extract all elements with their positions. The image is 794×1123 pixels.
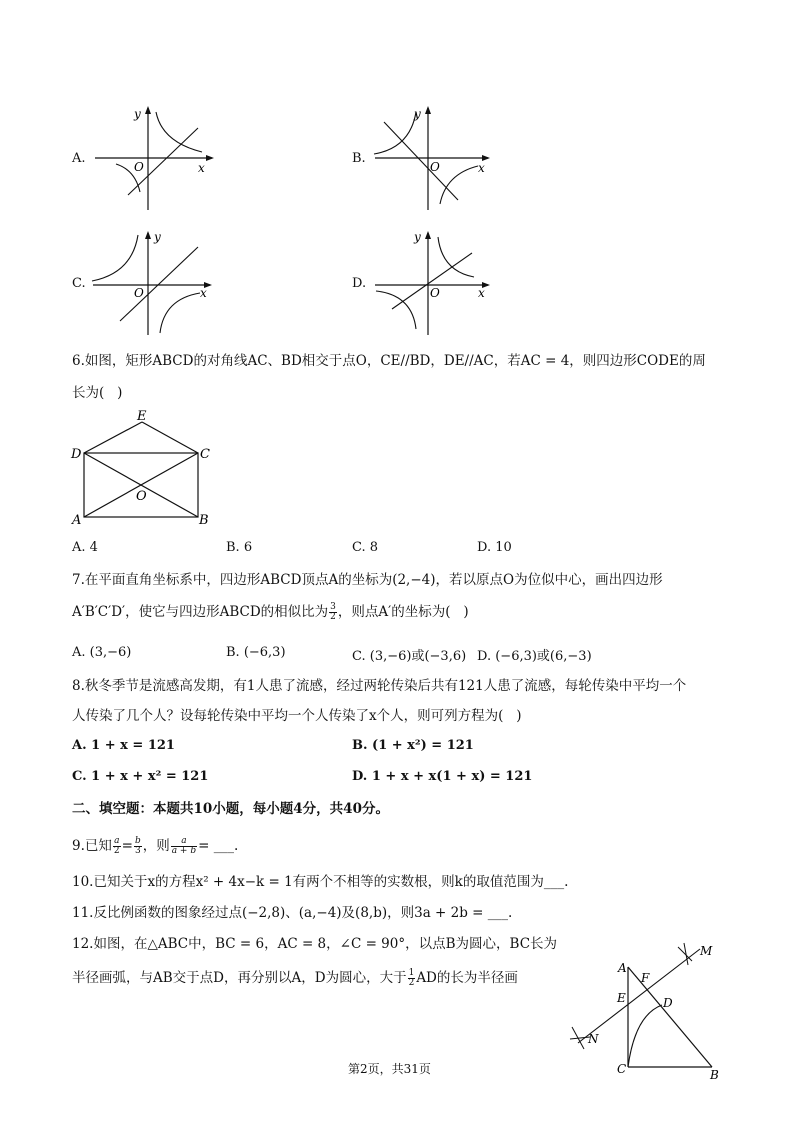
x-axis-label: x [200,286,207,300]
point-b-label: B [199,513,209,528]
q6-option-b: B. 6 [226,540,253,555]
q6-option-d: D. 10 [477,540,512,555]
q7-text-line2-b: ，则点A′的坐标为( ) [337,604,469,620]
q7-option-b: B. (−6,3) [226,645,286,660]
q6-text-line2: 长为( ) [72,385,123,401]
x-axis-label: x [478,161,485,175]
q6-text-line1: 6.如图，矩形ABCD的对角线AC、BD相交于点O，CE//BD，DE//AC，若AC = 4，则四边形CODE的周 [72,353,706,369]
q7-option-a: A. (3,−6) [72,645,132,660]
point-a-label: A [72,513,82,528]
option-d-label: D. [352,276,367,291]
point-n-label: N [588,1032,599,1046]
option-a-label: A. [72,151,86,166]
y-axis-label: y [134,107,141,121]
graph-option-b [370,100,500,215]
option-b-label: B. [352,151,366,166]
point-e-label: E [617,991,626,1005]
option-c-label: C. [72,276,86,291]
q7-option-c: C. (3,−6)或(−3,6) [352,649,467,664]
origin-label: O [134,160,144,174]
q7-text-line2-a: A′B′C′D′，使它与四边形ABCD的相似比为 [72,604,329,620]
point-o-label: O [136,489,147,504]
q8-option-b: B. (1 + x²) = 121 [352,738,474,753]
q6-option-a: A. 4 [72,540,98,555]
q8-text-line2: 人传染了几个人？设每轮传染中平均一个人传染了x个人，则可列方程为( ) [72,708,522,724]
point-f-label: F [641,971,650,985]
graph-option-d [370,225,500,340]
graph-option-a [90,100,220,215]
point-d-label: D [71,447,82,462]
q6-option-c: C. 8 [352,540,379,555]
y-axis-label: y [414,230,421,244]
q7-text-line1: 7.在平面直角坐标系中，四边形ABCD顶点A的坐标为(2,−4)，若以原点O为位似中心，画出四边形 [72,572,663,588]
q7-text-line2 [72,602,469,622]
point-c-label: C [200,447,210,462]
point-d-label: D [663,996,673,1010]
y-axis-label: y [154,230,161,244]
point-m-label: M [700,944,713,958]
origin-label: O [430,160,440,174]
point-e-label: E [137,409,147,424]
point-b-label: B [710,1068,719,1082]
origin-label: O [430,286,440,300]
q12-text-line2: 半径画弧，与AB交于点D，再分别以A，D为圆心，大于 $\frac{1}{2}$ AD的长为半径画 [72,968,518,988]
point-c-label: C [617,1062,627,1076]
q8-option-d: D. 1 + x + x(1 + x) = 121 [352,769,533,784]
q8-option-c: C. 1 + x + x² = 121 [72,769,209,784]
section-heading-fill-in: 二、填空题：本题共10小题，每小题4分，共40分。 [72,801,389,817]
y-axis-label: y [414,107,421,121]
origin-label: O [134,286,144,300]
q7-option-d: D. (−6,3)或(6,−3) [477,649,592,664]
q10-text: 10.已知关于x的方程x² + 4x−k = 1有两个不相等的实数根，则k的取值范围为___. [72,874,569,890]
q12-triangle-figure [560,935,740,1085]
q6-rectangle-figure [66,406,216,531]
x-axis-label: x [478,286,485,300]
q9-text: 9.已知 $\frac{a}{2}$ = $\frac{b}{3}$ ，则 $\frac{a}{a + b}$ = ___. [72,836,239,856]
q12-text-line1: 12.如图，在△ABC中，BC = 6，AC = 8，∠C = 90°，以点B为圆心，BC长为 [72,936,558,952]
x-axis-label: x [198,161,205,175]
graph-option-c [88,225,218,340]
page-footer: 第2页，共31页 [348,1062,431,1076]
q8-text-line1: 8.秋冬季节是流感高发期，有1人患了流感，经过两轮传染后共有121人患了流感，每轮传染中平均一个 [72,678,687,694]
q11-text: 11.反比例函数的图象经过点(−2,8)、(a,−4)及(8,b)，则3a + 2b = ___. [72,905,513,921]
point-a-label: A [618,961,627,975]
ratio-fraction: $\frac{3}{2}$ [330,602,336,622]
q8-option-a: A. 1 + x = 121 [72,738,175,753]
